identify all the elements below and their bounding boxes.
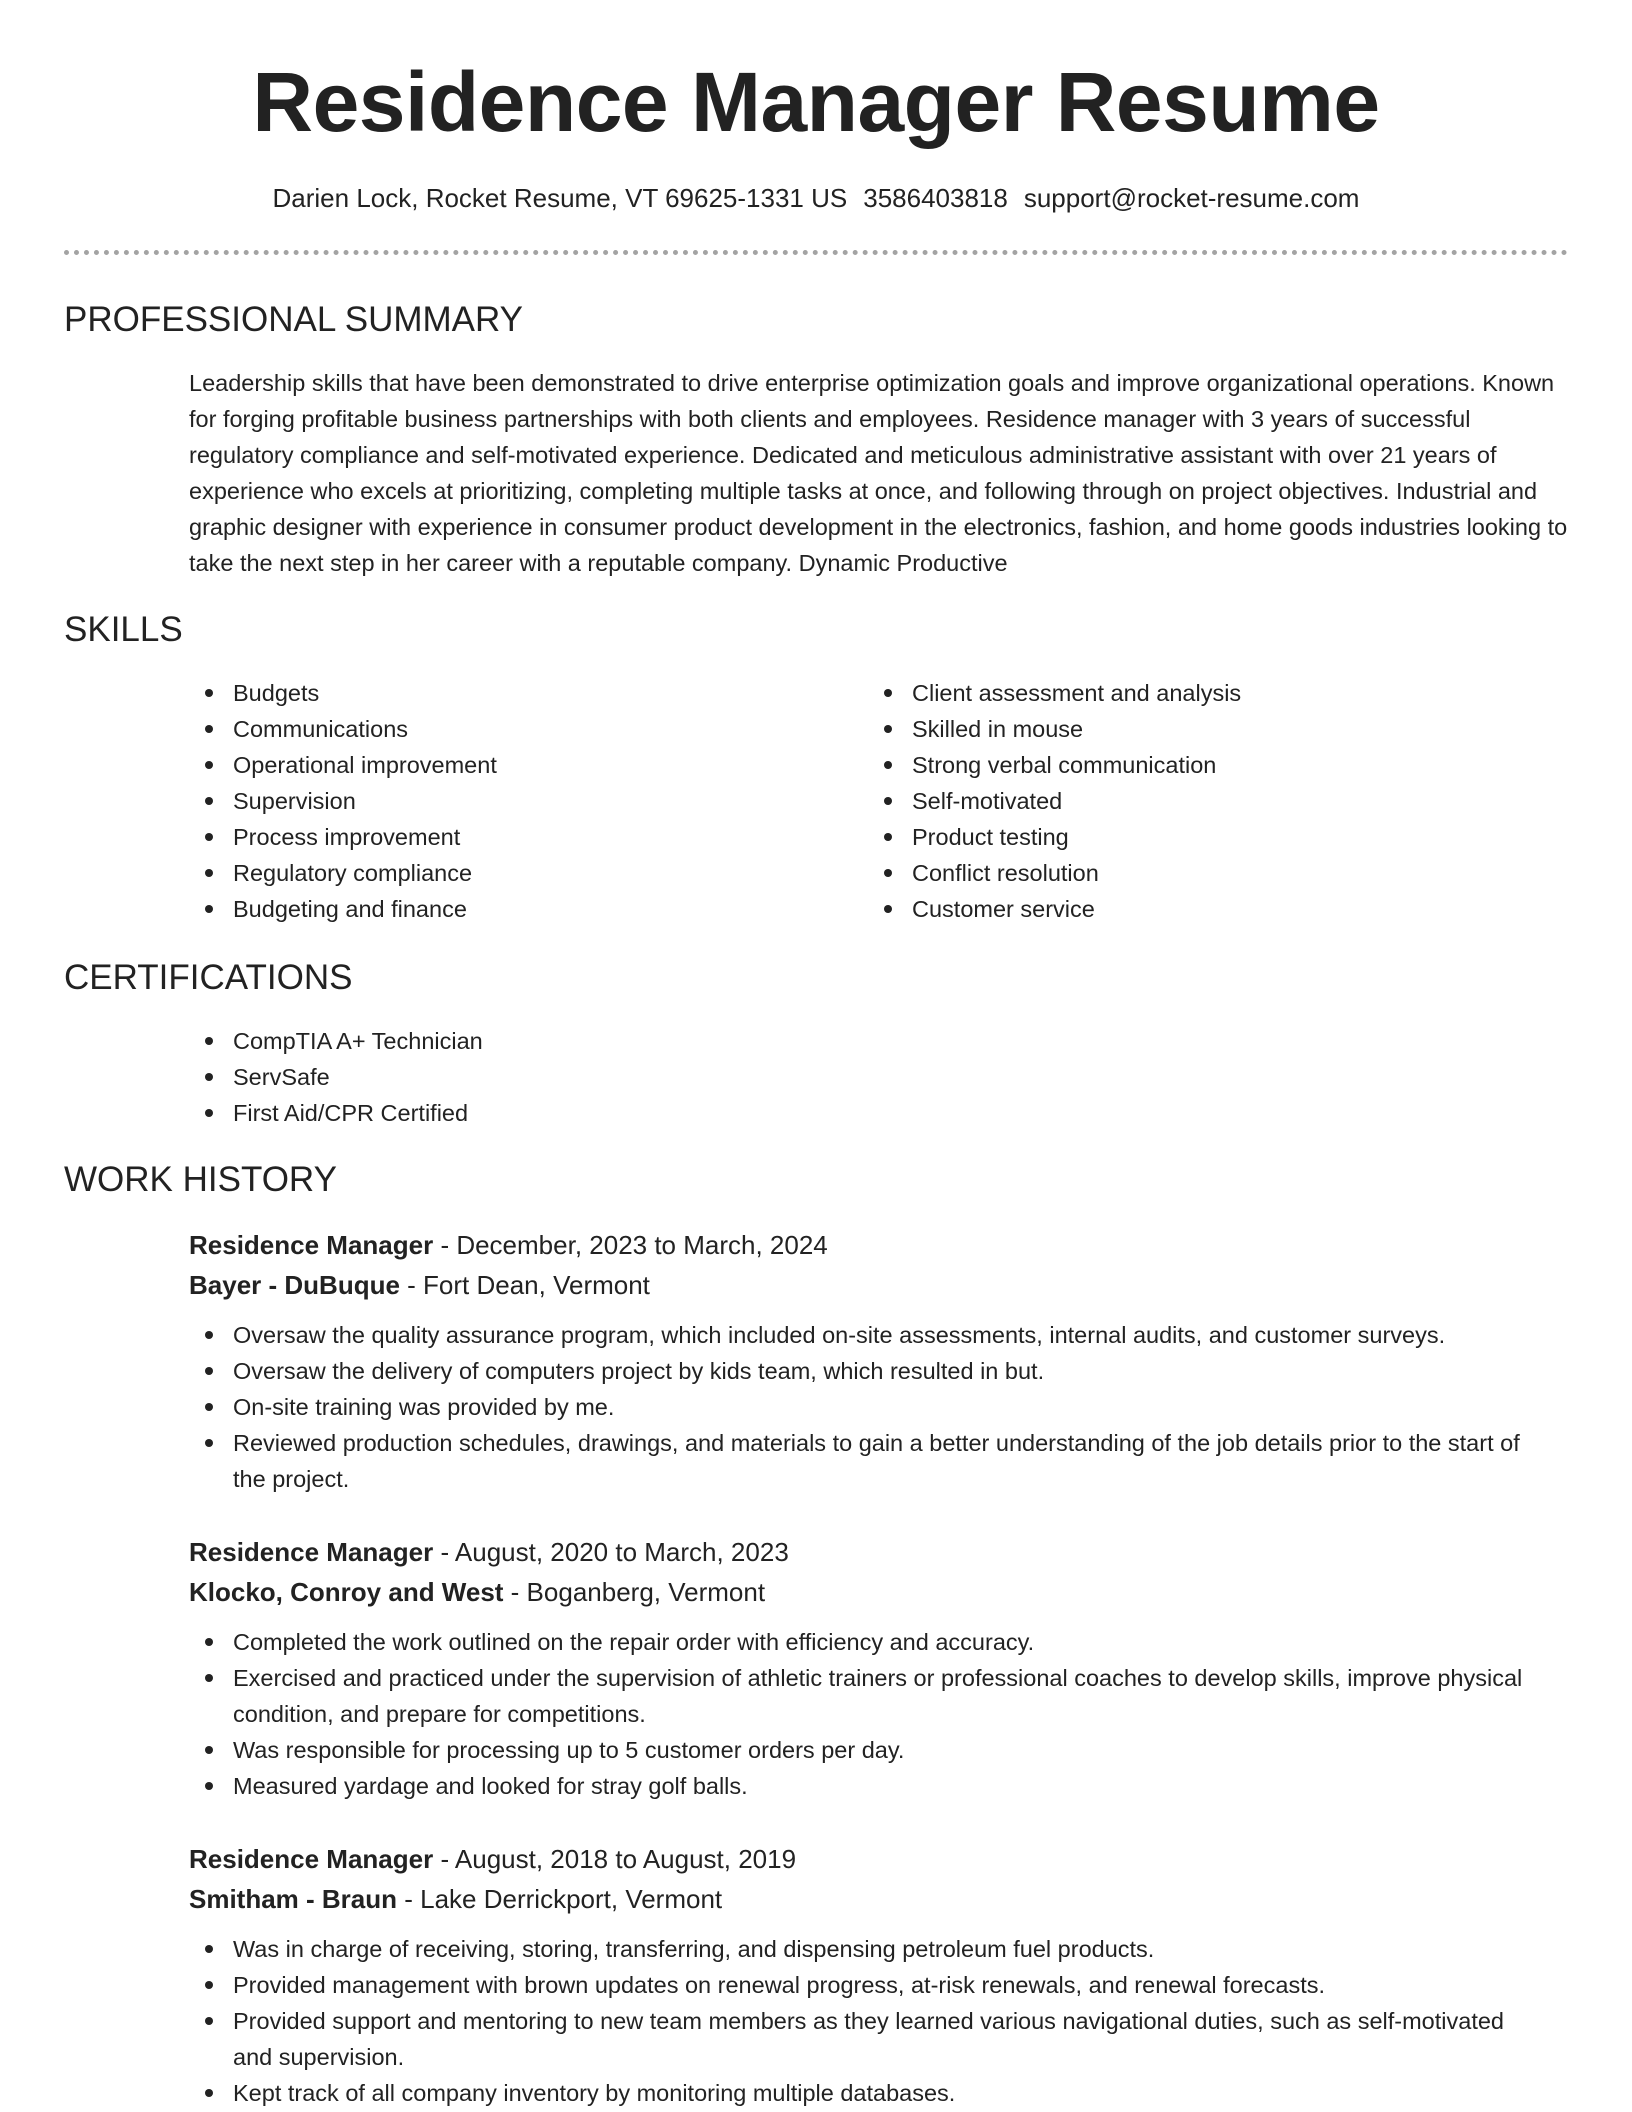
job-company-line	[189, 1879, 1529, 1919]
job-location: - Fort Dean, Vermont	[399, 1270, 650, 1300]
list-item: Provided management with brown updates on renewal progress, at-risk renewals, and renewal forecasts.	[189, 1967, 1529, 2003]
summary-text: Leadership skills that have been demonstrated to drive enterprise optimization goals and improve organizational operations. Known for forging profitable business partnerships with both clients and employees. Residence manager with 3 years of successful regulatory compliance and self-motivated experience. Dedicated and meticulous administrative assistant with over 21 years of experience who excels at prioritizing, completing multiple tasks at once, and following through on project objectives. Industrial and graphic designer with experience in consumer product development in the electronics, fashion, and home goods industries looking to take the next step in her career with a reputable company. Dynamic Productive	[189, 370, 1568, 576]
summary-heading: PROFESSIONAL SUMMARY	[64, 300, 523, 339]
job-duties	[0, 1317, 1529, 1497]
list-item: Supervision	[189, 783, 497, 819]
job-location: - Lake Derrickport, Vermont	[397, 1884, 723, 1914]
list-item: Budgeting and finance	[189, 891, 497, 927]
job-company-line	[189, 1265, 1529, 1305]
job-location: - Boganberg, Vermont	[503, 1577, 766, 1607]
job-title: Residence Manager	[189, 1537, 434, 1567]
list-item: Communications	[189, 711, 497, 747]
list-item: Customer service	[868, 891, 1241, 927]
list-item: Budgets	[189, 675, 497, 711]
list-item: Provided support and mentoring to new team members as they learned various navigational duties, such as self-motivated and supervision.	[189, 2003, 1529, 2075]
list-item: Exercised and practiced under the supervision of athletic trainers or professional coaches to develop skills, improve physical condition, and prepare for competitions.	[189, 1660, 1529, 1732]
work-history-heading: WORK HISTORY	[64, 1160, 337, 1199]
list-item: CompTIA A+ Technician	[189, 1023, 483, 1059]
contact-email: support@rocket-resume.com	[1023, 183, 1360, 213]
list-item: Product testing	[868, 819, 1241, 855]
page-title: Residence Manager Resume	[252, 55, 1380, 149]
skills-list-left	[189, 675, 497, 927]
job-title: Residence Manager	[189, 1844, 434, 1874]
job-entry	[189, 1839, 1529, 2111]
job-company: Bayer - DuBuque	[189, 1270, 400, 1300]
list-item: Skilled in mouse	[868, 711, 1241, 747]
job-entry	[189, 1225, 1529, 1497]
contact-address: Darien Lock, Rocket Resume, VT 69625-1331 US	[272, 183, 848, 213]
list-item: Measured yardage and looked for stray golf balls.	[189, 1768, 1529, 1804]
list-item: Process improvement	[189, 819, 497, 855]
list-item: Self-motivated	[868, 783, 1241, 819]
job-duties	[0, 1624, 1529, 1804]
list-item: Oversaw the delivery of computers project by kids team, which resulted in but.	[189, 1353, 1529, 1389]
job-entry	[189, 1532, 1529, 1804]
job-company: Smitham - Braun	[189, 1884, 398, 1914]
list-item: Kept track of all company inventory by monitoring multiple databases.	[189, 2075, 1529, 2111]
skills-heading: SKILLS	[64, 610, 183, 649]
job-dates: - August, 2018 to August, 2019	[433, 1844, 797, 1874]
list-item: Client assessment and analysis	[868, 675, 1241, 711]
job-dates: - December, 2023 to March, 2024	[433, 1230, 828, 1260]
job-company-line	[189, 1572, 1529, 1612]
certifications-heading: CERTIFICATIONS	[64, 958, 353, 997]
list-item: Strong verbal communication	[868, 747, 1241, 783]
list-item: Completed the work outlined on the repair order with efficiency and accuracy.	[189, 1624, 1529, 1660]
job-dates: - August, 2020 to March, 2023	[433, 1537, 789, 1567]
job-title: Residence Manager	[189, 1230, 434, 1260]
header-divider	[64, 250, 1568, 255]
certifications-list	[189, 1023, 483, 1131]
list-item: On-site training was provided by me.	[189, 1389, 1529, 1425]
list-item: First Aid/CPR Certified	[189, 1095, 483, 1131]
list-item: ServSafe	[189, 1059, 483, 1095]
job-title-line	[189, 1532, 1529, 1572]
job-title-line	[189, 1225, 1529, 1265]
contact-line	[0, 180, 1632, 216]
job-duties	[0, 1931, 1529, 2111]
job-title-line	[189, 1839, 1529, 1879]
list-item: Was responsible for processing up to 5 customer orders per day.	[189, 1732, 1529, 1768]
contact-phone: 3586403818	[863, 183, 1008, 213]
list-item: Reviewed production schedules, drawings, and materials to gain a better understanding of the job details prior to the start of the project.	[189, 1425, 1529, 1497]
list-item: Was in charge of receiving, storing, transferring, and dispensing petroleum fuel products.	[189, 1931, 1529, 1967]
list-item: Oversaw the quality assurance program, which included on-site assessments, internal audits, and customer surveys.	[189, 1317, 1529, 1353]
list-item: Regulatory compliance	[189, 855, 497, 891]
list-item: Operational improvement	[189, 747, 497, 783]
skills-list-right	[868, 675, 1241, 927]
job-company: Klocko, Conroy and West	[189, 1577, 504, 1607]
list-item: Conflict resolution	[868, 855, 1241, 891]
